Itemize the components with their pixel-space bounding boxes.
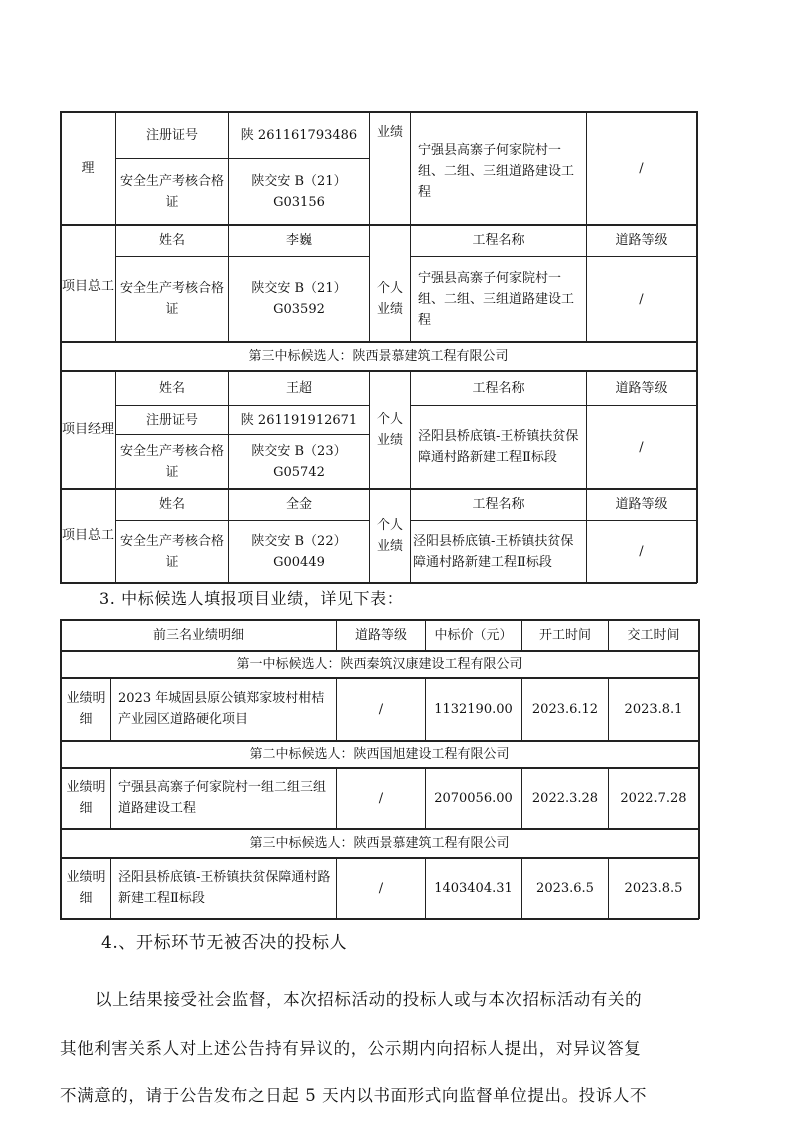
safety-label: 安全生产考核合格证: [120, 173, 225, 210]
road-grade: /: [378, 701, 384, 717]
row-label: 业绩明细: [66, 780, 106, 816]
perf-label: 个人业绩: [376, 411, 403, 448]
perf-label: 业绩: [376, 124, 403, 140]
bid-price: 1403404.31: [434, 880, 513, 896]
safety-value: 陕交安 B（22）G00449: [251, 533, 347, 570]
bid-price: 2070056.00: [434, 790, 513, 806]
paragraph-line-2: 其他利害关系人对上述公告持有异议的，公示期内向招标人提出，对异议答复: [60, 1039, 642, 1058]
project-name: 泾阳县桥底镇-王桥镇扶贫保障通村路新建工程Ⅱ标段: [418, 429, 579, 465]
safety-label: 安全生产考核合格证: [120, 443, 225, 480]
row-label-chief-engineer: 项目总工: [61, 278, 114, 294]
safety-label: 安全生产考核合格证: [120, 533, 225, 570]
project-header: 工程名称: [472, 380, 525, 396]
start-date: 2023.6.12: [531, 701, 599, 717]
candidate-header: 第三中标候选人：陕西景慕建筑工程有限公司: [248, 348, 509, 364]
start-date: 2022.3.28: [531, 790, 599, 806]
reg-label: 注册证号: [145, 412, 198, 428]
header-bid-price: 中标价（元）: [434, 627, 513, 643]
row-label-project-manager: 项目经理: [61, 422, 114, 437]
end-date: 2023.8.1: [624, 701, 683, 717]
project-name: 宁强县高寨子何家院村一组、二组、三组道路建设工程: [418, 270, 575, 328]
name-value: 全金: [285, 497, 312, 512]
end-date: 2023.8.5: [624, 880, 683, 896]
reg-label: 注册证号: [145, 127, 198, 143]
candidate-header: 第三中标候选人：陕西景慕建筑工程有限公司: [249, 835, 510, 851]
grade-header: 道路等级: [615, 233, 668, 248]
road-grade: /: [639, 291, 644, 307]
safety-value: 陕交安 B（21）G03592: [251, 281, 347, 317]
road-grade: /: [639, 439, 644, 455]
bid-price: 1132190.00: [434, 701, 513, 717]
row-label: 业绩明细: [66, 870, 106, 906]
safety-value: 陕交安 B（21）G03156: [251, 173, 347, 210]
project-header: 工程名称: [472, 497, 525, 512]
safety-label: 安全生产考核合格证: [120, 281, 225, 317]
project-header: 工程名称: [472, 233, 525, 248]
name-label: 姓名: [158, 233, 185, 248]
safety-value: 陕交安 B（23）G05742: [251, 443, 347, 480]
grade-header: 道路等级: [615, 497, 668, 512]
road-grade: /: [639, 544, 644, 559]
section-3-title: 3. 中标候选人填报项目业绩，详见下表：: [99, 589, 404, 608]
paragraph-line-3: 不满意的，请于公告发布之日起 5 天内以书面形式向监督单位提出。投诉人不: [60, 1086, 648, 1105]
header-road-grade: 道路等级: [354, 627, 407, 643]
perf-label: 个人业绩: [376, 517, 403, 554]
project-name: 宁强县高寨子何家院村一组二组三组道路建设工程: [118, 780, 327, 816]
grade-header: 道路等级: [615, 380, 668, 396]
name-label: 姓名: [158, 380, 185, 396]
name-value: 王超: [285, 380, 312, 396]
project-name: 泾阳县桥底镇-王桥镇扶贫保障通村路新建工程Ⅱ标段: [118, 870, 331, 906]
road-grade: /: [378, 880, 384, 896]
reg-value: 陕 261191912671: [240, 412, 358, 428]
row-label-chief-engineer: 项目总工: [61, 528, 114, 543]
section-4-title: 4.、开标环节无被否决的投标人: [101, 933, 348, 953]
project-name: 2023 年城固县原公镇郑家坡村柑桔产业园区道路硬化项目: [118, 691, 325, 727]
row-label: 业绩明细: [66, 691, 106, 727]
candidate-header: 第一中标候选人：陕西秦筑汉康建设工程有限公司: [236, 656, 523, 672]
end-date: 2022.7.28: [620, 790, 687, 806]
name-label: 姓名: [158, 497, 185, 512]
row-label-manager-cont: 理: [81, 160, 95, 176]
header-start-date: 开工时间: [538, 627, 591, 643]
project-name: 宁强县高寨子何家院村一组、二组、三组道路建设工程: [418, 142, 575, 200]
perf-label: 个人业绩: [376, 281, 403, 317]
name-value: 李巍: [285, 233, 312, 248]
header-end-date: 交工时间: [627, 627, 680, 643]
start-date: 2023.6.5: [536, 880, 594, 896]
paragraph-line-1: 以上结果接受社会监督，本次招标活动的投标人或与本次招标活动有关的: [95, 990, 643, 1009]
header-performance-detail: 前三名业绩明细: [152, 627, 244, 643]
reg-value: 陕 261161793486: [240, 127, 358, 143]
candidate-header: 第二中标候选人：陕西国旭建设工程有限公司: [249, 746, 510, 762]
road-grade: /: [639, 160, 644, 176]
project-name: 泾阳县桥底镇-王桥镇扶贫保障通村路新建工程Ⅱ标段: [413, 533, 574, 570]
road-grade: /: [378, 790, 384, 806]
